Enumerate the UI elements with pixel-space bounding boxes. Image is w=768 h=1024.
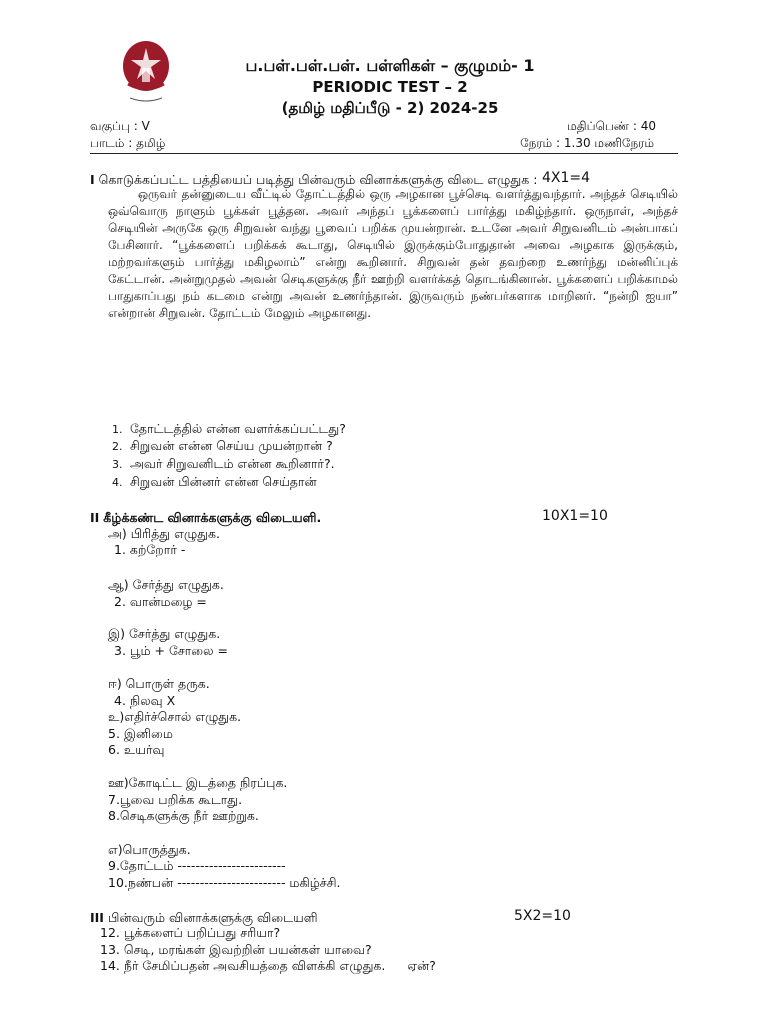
subheading-b: ஆ) சேர்த்து எழுதுக. xyxy=(108,577,224,592)
section-1-title: கொடுக்கப்பட்ட பத்தியைப் படித்து பின்வரும் வினாக்களுக்கு விடை எழுதுக : xyxy=(98,172,538,187)
subheading-c: இ) சேர்த்து எழுதுக. xyxy=(108,626,221,641)
school-name: ப.பள்.பள்.பள். பள்ளிகள் – குழுமம்- 1 xyxy=(245,56,535,75)
section-1-numeral: I xyxy=(90,172,95,187)
question-9: 9.தோட்டம் ------------------------ xyxy=(108,858,286,873)
passage-question-1: 1. தோட்டத்தில் என்ன வளர்க்கப்பட்டது? xyxy=(112,421,346,436)
subheading-f: ஊ)கோடிட்ட இடத்தை நிரப்புக. xyxy=(108,775,288,790)
question-14: 14. நீர் சேமிப்பதன் அவசியத்தை விளக்கி எழுதுக. ஏன்? xyxy=(100,958,436,973)
total-marks: மதிப்பெண் : 40 xyxy=(567,119,656,133)
question-6: 6. உயர்வு xyxy=(108,742,165,757)
question-10: 10.நண்பன் ------------------------ மகிழ்ச்சி. xyxy=(108,875,341,890)
passage-question-4: 4. சிறுவன் பின்னர் என்ன செய்தான் xyxy=(112,474,317,489)
question-13: 13. செடி, மரங்கள் இவற்றின் பயன்கள் யாவை? xyxy=(100,942,372,957)
section-2-title: கீழ்க்கண்ட வினாக்களுக்கு விடையளி. xyxy=(103,510,322,525)
class-label: வகுப்பு : V xyxy=(90,119,150,133)
subheading-g: எ)பொருத்துக. xyxy=(108,842,191,857)
subheading-e: உ)எதிர்ச்சொல் எழுதுக. xyxy=(108,709,242,724)
reading-passage: ஒருவர் தன்னுடைய வீட்டில் தோட்டத்தில் ஒரு அழகான பூச்செடி வளர்த்துவந்தார். அந்தச் செடியில் ஒவ்வொரு நாளும் பூக்கள் பூத்தன. அவர் அந்தப் பூக்களைப் பார்த்து மகிழ்ந்தார். ஒருநாள், அந்தச் செடியின் அருகே ஒரு சிறுவன் வந்து பூவைப் பறிக்க முயன்றான். உடனே அவர் சிறுவனிடம் அன்பாகப் பேசினார். “பூக்களைப் பறிக்கக் கூடாது, செடியில் இருக்கும்போதுதான் அவை அழகாக இருக்கும், மற்றவர்களும் பார்த்து மகிழலாம்” என்று கூறினார். சிறுவன் தன் தவற்றை உணர்ந்து மன்னிப்புக் கேட்டான். அன்றுமுதல் அவன் செடிகளுக்கு நீர் ஊற்றி வளர்க்கத் தொடங்கினான். பூக்களைப் பறிக்காமல் பாதுகாப்பது நம் கடமை என்று அவன் உணர்ந்தான். இருவரும் நண்பர்களாக மாறினர். “நன்றி ஐயா” என்றான் சிறுவன். தோட்டம் மேலும் அழகானது. xyxy=(108,187,678,320)
section-3-title: பின்வரும் வினாக்களுக்கு விடையளி xyxy=(107,910,318,925)
test-subtitle: (தமிழ் மதிப்பீடு - 2) 2024-25 xyxy=(281,99,499,117)
section-1-marks: 4X1=4 xyxy=(542,170,591,186)
section-2-numeral: II xyxy=(90,510,100,525)
subheading-a: அ) பிரித்து எழுதுக. xyxy=(108,526,221,541)
school-crest-logo xyxy=(120,40,172,106)
question-2: 2. வான்மழை = xyxy=(114,594,207,609)
subject-label: பாடம் : தமிழ் xyxy=(90,136,166,150)
question-3: 3. பூம் + சோலை = xyxy=(114,643,228,658)
question-8: 8.செடிகளுக்கு நீர் ஊற்றுக. xyxy=(108,808,259,823)
question-5: 5. இனிமை xyxy=(108,726,173,741)
question-4: 4. நிலவு X xyxy=(114,693,176,708)
section-3-marks: 5X2=10 xyxy=(514,908,571,924)
duration: நேரம் : 1.30 மணிநேரம் xyxy=(520,136,654,150)
test-title: PERIODIC TEST – 2 xyxy=(312,78,468,96)
question-7: 7.பூவை பறிக்க கூடாது. xyxy=(108,792,243,807)
section-2-marks: 10X1=10 xyxy=(542,508,608,524)
section-3-numeral: III xyxy=(90,910,104,925)
question-1: 1. கற்றோர் - xyxy=(114,542,186,557)
passage-question-2: 2. சிறுவன் என்ன செய்ய முயன்றான் ? xyxy=(112,438,333,453)
passage-question-3: 3. அவர் சிறுவனிடம் என்ன கூறினார்?. xyxy=(112,456,335,471)
question-12: 12. பூக்களைப் பறிப்பது சரியா? xyxy=(100,925,281,940)
header-divider xyxy=(90,153,678,154)
section-2-heading xyxy=(90,510,321,527)
subheading-d: ஈ) பொருள் தருக. xyxy=(108,676,210,691)
